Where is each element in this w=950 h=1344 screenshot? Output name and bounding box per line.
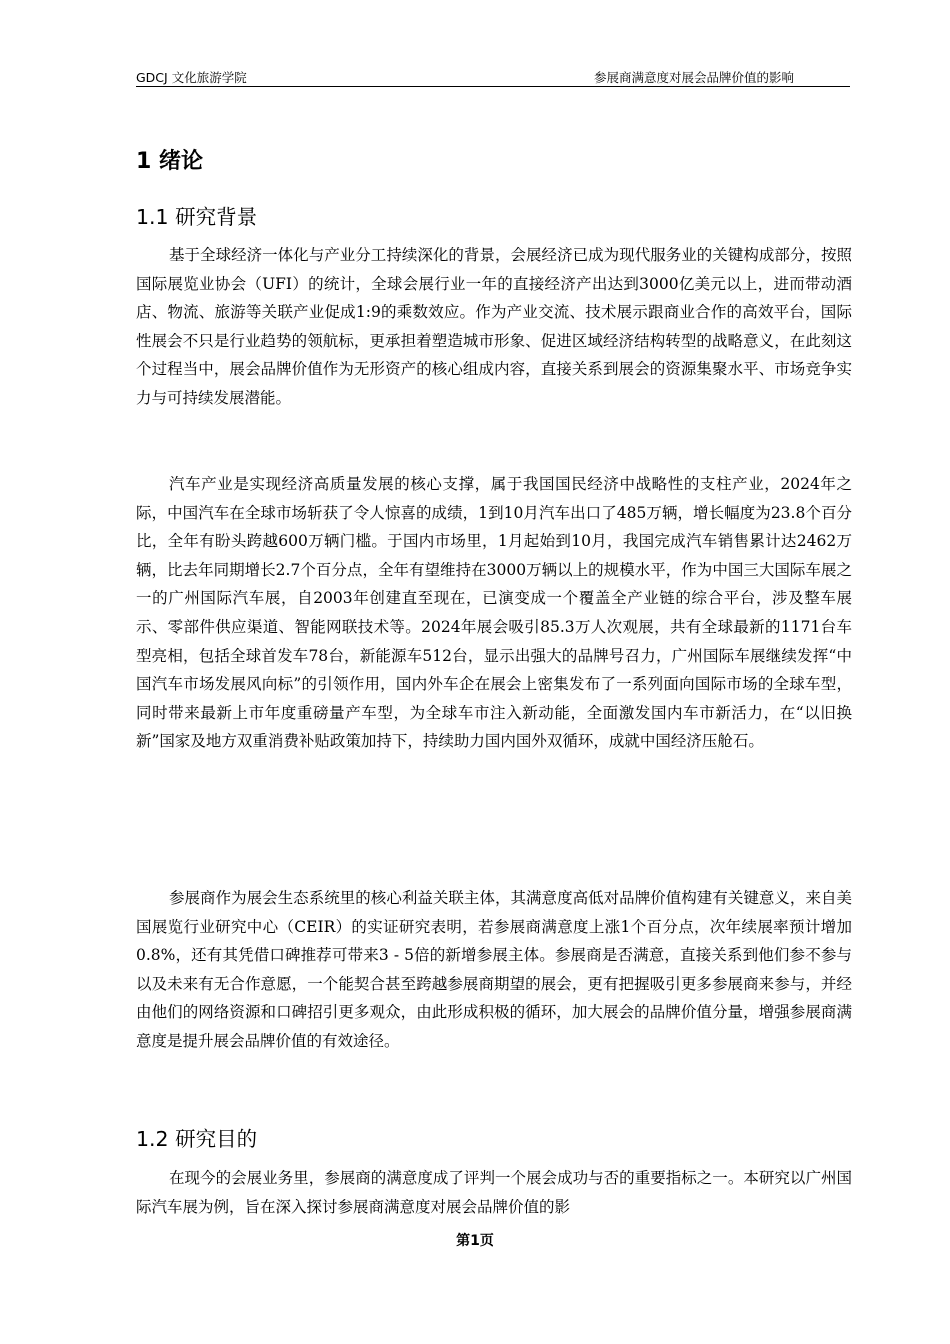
header-institution: GDCJ 文化旅游学院 <box>136 70 247 85</box>
header-document-title: 参展商满意度对展会品牌价值的影响 <box>593 70 794 85</box>
section-title-background: 1.1 研究背景 <box>136 205 258 229</box>
chapter-title: 1 绪论 <box>136 149 203 174</box>
paragraph-background-1: 基于全球经济一体化与产业分工持续深化的背景，会展经济已成为现代服务业的关键构成部分，按照国际展览业协会（UFI）的统计，全球会展行业一年的直接经济产出达到3000亿美元以上，进而带动酒店、物流、旅游等关联产业促成1:9的乘数效应。作为产业交流、技术展示跟商业合作的高效平台，国际性展会不只是行业趋势的领航标，更承担着塑造城市形象、促进区域经济结构转型的战略意义，在此刻这个过程当中，展会品牌价值作为无形资产的核心组成内容，直接关系到展会的资源集聚水平、市场竞争实力与可持续发展潜能。 <box>136 246 852 407</box>
paragraph-background-3: 参展商作为展会生态系统里的核心利益关联主体，其满意度高低对品牌价值构建有关键意义，来自美国展览行业研究中心（CEIR）的实证研究表明，若参展商满意度上涨1个百分点，次年续展率预计增加0.8%，还有其凭借口碑推荐可带来3 - 5倍的新增参展主体。参展商是否满意，直接关系到他们参不参与以及未来有无合作意愿，一个能契合甚至跨越参展商期望的展会，更有把握吸引更多参展商来参与，并经由他们的网络资源和口碑招引更多观众，由此形成积极的循环，加大展会的品牌价值分量，增强参展商满意度是提升展会品牌价值的有效途径。 <box>136 889 852 1050</box>
paragraph-background-2: 汽车产业是实现经济高质量发展的核心支撑，属于我国国民经济中战略性的支柱产业，2024年之际，中国汽车在全球市场斩获了令人惊喜的成绩，1到10月汽车出口了485万辆，增长幅度为23.8个百分比，全年有盼头跨越600万辆门槛。于国内市场里，1月起始到10月，我国完成汽车销售累计达2462万辆，比去年同期增长2.7个百分点，全年有望维持在3000万辆以上的规模水平，作为中国三大国际车展之一的广州国际汽车展，自2003年创建直至现在，已演变成一个覆盖全产业链的综合平台，涉及整车展示、零部件供应渠道、智能网联技术等。2024年展会吸引85.3万人次观展，共有全球最新的1171台车型亮相，包括全球首发车78台，新能源车512台，显示出强大的品牌号召力，广州国际车展继续发挥“中国汽车市场发展风向标”的引领作用，国内外车企在展会上密集发布了一系列面向国际市场的全球车型，同时带来最新上市年度重磅量产车型，为全球车市注入新动能，全面激发国内车市新活力，在“以旧换新”国家及地方双重消费补贴政策加持下，持续助力国内国外双循环，成就中国经济压舱石。 <box>136 475 852 751</box>
paragraph-purpose-1: 在现今的会展业务里，参展商的满意度成了评判一个展会成功与否的重要指标之一。本研究以广州国际汽车展为例，旨在深入探讨参展商满意度对展会品牌价值的影 <box>136 1169 852 1216</box>
page-header <box>136 66 850 87</box>
section-title-purpose: 1.2 研究目的 <box>136 1127 258 1151</box>
page-number: 第1页 <box>456 1233 494 1249</box>
